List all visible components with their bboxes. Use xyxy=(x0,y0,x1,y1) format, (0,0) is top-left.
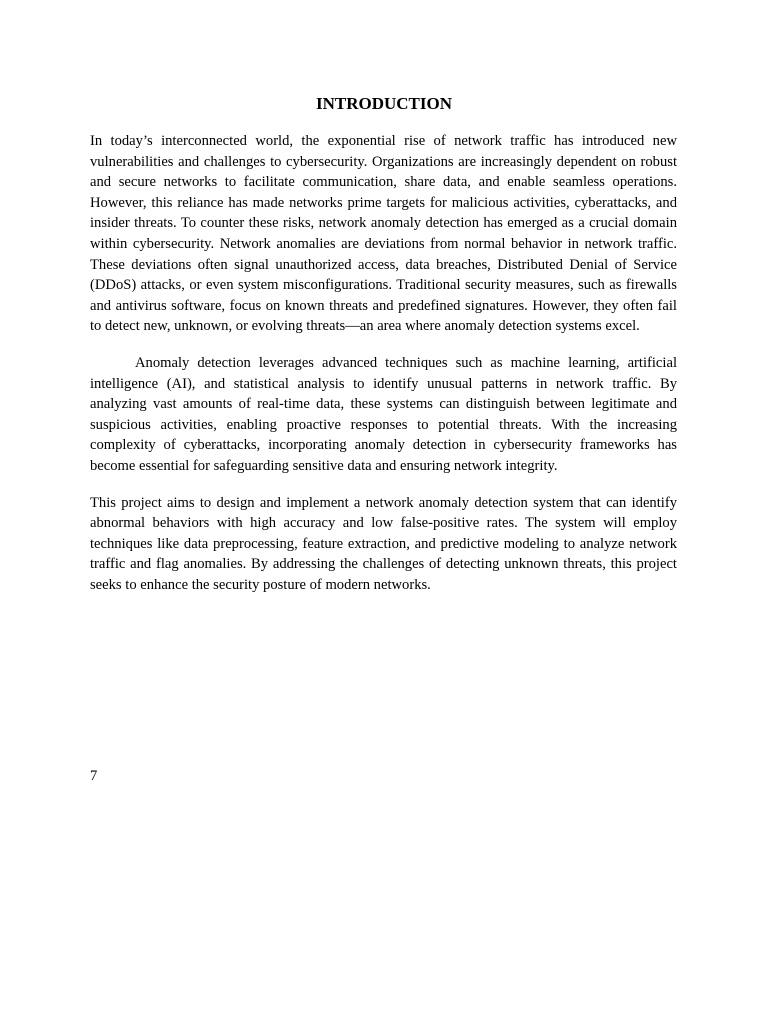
paragraph-2: Anomaly detection leverages advanced techniques such as machine learning, artificial intelligence (AI), and statistical analysis to identify unusual patterns in network traffic. By analyzing vast amounts of real-time data, these systems can distinguish between legitimate and suspicious activities, enabling proactive responses to potential threats. With the increasing complexity of cyberattacks, incorporating anomaly detection in cybersecurity frameworks has become essential for safeguarding sensitive data and ensuring network integrity. xyxy=(90,354,677,474)
paragraph-3: This project aims to design and implement a network anomaly detection system that can identify abnormal behaviors with high accuracy and low false-positive rates. The system will employ techniques like data preprocessing, feature extraction, and predictive modeling to analyze network traffic and flag anomalies. By addressing the challenges of detecting unknown threats, this project seeks to enhance the security posture of modern networks. xyxy=(90,494,677,593)
section-heading: INTRODUCTION xyxy=(315,94,453,113)
body-text xyxy=(90,131,677,611)
page-number: 7 xyxy=(90,768,98,784)
paragraph-1: In today’s interconnected world, the exponential rise of network traffic has introduced new vulnerabilities and challenges to cybersecurity. Organizations are increasingly dependent on robust and secure networks to facilitate communication, share data, and enable seamless operations. However, this reliance has made networks prime targets for malicious activities, cyberattacks, and insider threats. To counter these risks, network anomaly detection has emerged as a crucial domain within cybersecurity. Network anomalies are deviations from normal behavior in network traffic. These deviations often signal unauthorized access, data breaches, Distributed Denial of Service (DDoS) attacks, or even system misconfigurations. Traditional security measures, such as firewalls and antivirus software, focus on known threats and predefined signatures. However, they often fail to detect new, unknown, or evolving threats—an area where anomaly detection systems excel. xyxy=(90,133,677,335)
